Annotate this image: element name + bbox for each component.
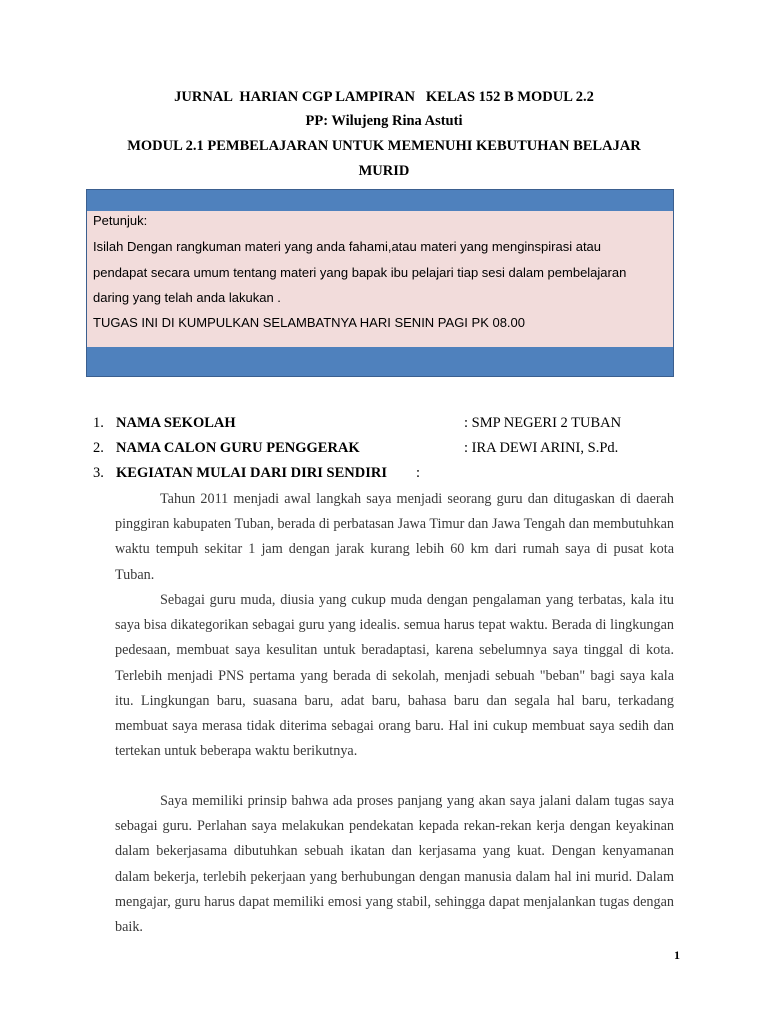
info-number: 3. [93,465,104,481]
info-value: : IRA DEWI ARINI, S.Pd. [464,440,619,456]
info-label: NAMA CALON GURU PENGGERAK [116,440,360,456]
module-title: MODUL 2.1 PEMBELAJARAN UNTUK MEMENUHI KEBUTUHAN BELAJAR [127,138,641,154]
instruction-deadline: TUGAS INI DI KUMPULKAN SELAMBATNYA HARI SENIN PAGI PK 08.00 [93,315,526,330]
instruction-box-top-bar [87,190,673,211]
info-label: KEGIATAN MULAI DARI DIRI SENDIRI [116,465,387,481]
info-value: : [416,465,421,481]
module-title-continued: MURID [358,163,410,179]
info-value: : SMP NEGERI 2 TUBAN [464,415,622,431]
instruction-heading: Petunjuk: [93,213,148,228]
instruction-box-bottom-bar [87,347,673,376]
journal-title: JURNAL HARIAN CGP LAMPIRAN KELAS 152 B MODUL 2.2 [174,89,594,105]
instruction-line: Isilah Dengan rangkuman materi yang anda fahami,atau materi yang menginspirasi atau [93,239,602,254]
info-label: NAMA SEKOLAH [116,415,236,431]
author-line: PP: Wilujeng Rina Astuti [305,113,463,129]
instruction-line: daring yang telah anda lakukan . [93,290,281,305]
info-number: 2. [93,440,104,456]
body-paragraph: Saya memiliki prinsip bahwa ada proses panjang yang akan saya jalani dalam tugas saya sebagai guru. Perlahan saya melakukan pendekatan kepada rekan-rekan kerja dengan keyakinan dalam bekerjasama dibutuhkan sebuah ikatan dan kerjasama yang kuat. Dengan kenyamanan dalam bekerja, terlebih pekerjaan yang berhubungan dengan manusia dalam hal ini murid. Dalam mengajar, guru harus dapat memiliki emosi yang stabil, sehingga dapat menjalankan tugas dengan baik. [115,793,674,936]
page-number: 1 [674,948,680,962]
body-paragraph: Sebagai guru muda, diusia yang cukup muda dengan pengalaman yang terbatas, kala itu saya bisa dikategorikan sebagai guru yang idealis. semua harus tepat waktu. Berada di lingkungan pedesaan, membuat saya kesulitan untuk beradaptasi, karena sebelumnya saya tinggal di kota. Terlebih menjadi PNS pertama yang berada di sekolah, menjadi sebuah "beban" bagi saya kala itu. Lingkungan baru, suasana baru, adat baru, bahasa baru dan segala hal baru, terkadang membuat saya merasa tidak diterima sebagai orang baru. Hal ini cukup membuat saya sedih dan tertekan untuk beberapa waktu berikutnya. [115,592,674,760]
instruction-line: pendapat secara umum tentang materi yang bapak ibu pelajari tiap sesi dalam pembelajaran [93,265,627,280]
instruction-box [86,189,674,377]
info-number: 1. [93,415,104,431]
body-paragraph: Tahun 2011 menjadi awal langkah saya menjadi seorang guru dan ditugaskan di daerah pinggiran kabupaten Tuban, berada di perbatasan Jawa Timur dan Jawa Tengah dan membutuhkan waktu tempuh sekitar 1 jam dengan jarak kurang lebih 60 km dari rumah saya di pusat kota Tuban. [115,491,674,583]
